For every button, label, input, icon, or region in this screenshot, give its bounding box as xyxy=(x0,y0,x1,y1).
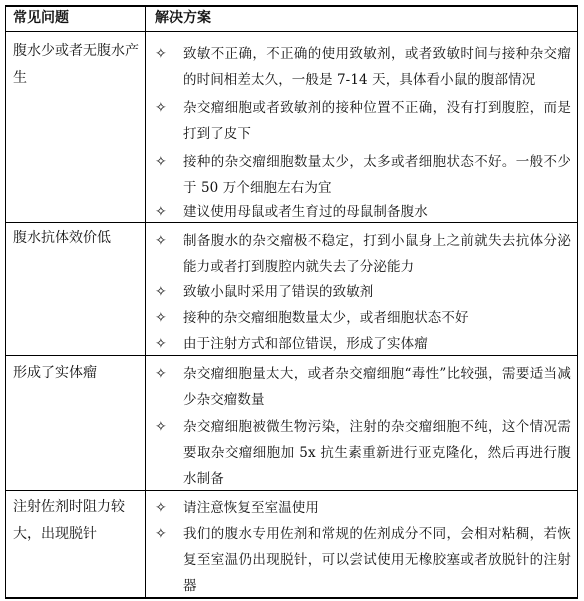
problem-cell: 腹水抗体效价低 xyxy=(13,230,111,246)
diamond-bullet-icon: ✧ xyxy=(155,526,167,542)
problem-cell: 注射佐剂时阻力较大，出现脱针 xyxy=(13,499,125,542)
solution-text: 杂交瘤细胞量太大，或者杂交瘤细胞“毒性”比较强，需要适当减少杂交瘤数量 xyxy=(183,366,571,408)
diamond-bullet-icon: ✧ xyxy=(155,46,167,62)
diamond-bullet-icon: ✧ xyxy=(155,310,167,326)
solution-text: 杂交瘤细胞或者致敏剂的接种位置不正确，没有打到腹腔，而是打到了皮下 xyxy=(183,100,571,142)
problem-cell: 腹水少或者无腹水产生 xyxy=(13,43,139,86)
diamond-bullet-icon: ✧ xyxy=(155,366,167,382)
diamond-bullet-icon: ✧ xyxy=(155,100,167,116)
problem-cell: 形成了实体瘤 xyxy=(13,365,97,381)
solution-text: 致敏不正确，不正确的使用致敏剂，或者致敏时间与接种杂交瘤的时间相差太久，一般是 7-14 天，具体看小鼠的腹部情况 xyxy=(183,46,571,88)
solution-text: 杂交瘤细胞被微生物污染，注射的杂交瘤细胞不纯，这个情况需要取杂交瘤细胞加 5x 抗生素重新进行亚克隆化，然后再进行腹水制备 xyxy=(183,419,571,487)
header-problem: 常见问题 xyxy=(13,10,69,26)
diamond-bullet-icon: ✧ xyxy=(155,284,167,300)
solution-text: 接种的杂交瘤细胞数量太少，或者细胞状态不好 xyxy=(183,310,469,326)
solution-text: 建议使用母鼠或者生育过的母鼠制备腹水 xyxy=(183,204,428,220)
header-solution: 解决方案 xyxy=(155,10,211,26)
faq-table xyxy=(5,5,578,599)
diamond-bullet-icon: ✧ xyxy=(155,336,167,352)
solution-text: 由于注射方式和部位错误，形成了实体瘤 xyxy=(183,336,428,352)
solution-text: 致敏小鼠时采用了错误的致敏剂 xyxy=(183,284,374,300)
table-left-border xyxy=(5,5,6,599)
solution-text: 接种的杂交瘤细胞数量太少，太多或者细胞状态不好。一般不少于 50 万个细胞左右为宜 xyxy=(183,154,571,196)
solution-text: 制备腹水的杂交瘤极不稳定，打到小鼠身上之前就失去抗体分泌能力或者打到腹腔内就失去了分泌能力 xyxy=(183,233,571,275)
diamond-bullet-icon: ✧ xyxy=(155,204,167,220)
table-top-border xyxy=(5,5,578,7)
diamond-bullet-icon: ✧ xyxy=(155,419,167,435)
table-right-border xyxy=(577,5,578,599)
column-divider xyxy=(145,5,146,599)
diamond-bullet-icon: ✧ xyxy=(155,233,167,249)
solution-text: 我们的腹水专用佐剂和常规的佐剂成分不同，会相对粘稠，若恢复至室温仍出现脱针，可以尝试使用无橡胶塞或者放脱针的注射器 xyxy=(183,526,571,594)
solution-text: 请注意恢复至室温使用 xyxy=(183,500,319,516)
header-divider xyxy=(5,31,578,32)
diamond-bullet-icon: ✧ xyxy=(155,500,167,516)
diamond-bullet-icon: ✧ xyxy=(155,154,167,170)
